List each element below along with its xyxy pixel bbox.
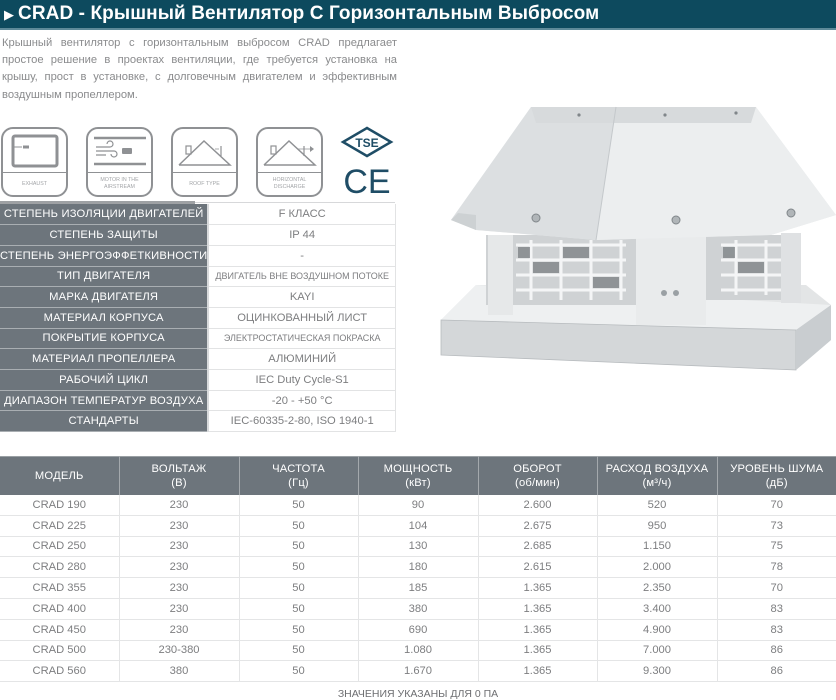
table-cell: 70 xyxy=(717,578,836,599)
feature-motor-in-airstream xyxy=(86,127,153,197)
spec-label: ТИП ДВИГАТЕЛЯ xyxy=(0,266,208,287)
table-row xyxy=(0,225,396,246)
certification-marks xyxy=(340,125,395,200)
table-cell: 1.365 xyxy=(478,619,597,640)
table-cell: 2.350 xyxy=(597,578,717,599)
spec-value: АЛЮМИНИЙ xyxy=(208,349,395,370)
spec-value: IEC Duty Cycle-S1 xyxy=(208,370,395,391)
table-cell: 1.365 xyxy=(478,661,597,682)
spec-value: -20 - +50 °C xyxy=(208,390,395,411)
table-row xyxy=(0,640,836,661)
feature-roof-type xyxy=(171,127,238,197)
table-row xyxy=(0,370,396,391)
table-cell: 180 xyxy=(358,557,478,578)
table-cell: 230 xyxy=(119,619,239,640)
table-cell: 230 xyxy=(119,515,239,536)
table-cell: 90 xyxy=(358,495,478,516)
svg-text:CE: CE xyxy=(343,163,391,200)
spec-label: МАТЕРИАЛ ПРОПЕЛЛЕРА xyxy=(0,349,208,370)
spec-value: F КЛАСС xyxy=(208,204,395,225)
table-header-row xyxy=(0,457,836,495)
table-cell: CRAD 560 xyxy=(0,661,119,682)
horizontal-discharge-icon xyxy=(258,129,321,173)
table-cell: 50 xyxy=(239,557,358,578)
exhaust-icon xyxy=(3,129,66,173)
feature-icons xyxy=(0,125,400,200)
table-row xyxy=(0,204,396,225)
table-cell: 50 xyxy=(239,495,358,516)
table-row xyxy=(0,245,396,266)
spec-label: МАРКА ДВИГАТЕЛЯ xyxy=(0,287,208,308)
feature-label: ROOF TYPE xyxy=(189,180,220,187)
table-cell: 230 xyxy=(119,557,239,578)
table-row xyxy=(0,619,836,640)
table-cell: 50 xyxy=(239,536,358,557)
table-cell: 380 xyxy=(119,661,239,682)
table-cell: 86 xyxy=(717,661,836,682)
table-cell: CRAD 225 xyxy=(0,515,119,536)
page-title: CRAD - Крышный Вентилятор С Горизонтальным Выбросом xyxy=(18,3,600,24)
table-cell: 75 xyxy=(717,536,836,557)
table-row xyxy=(0,287,396,308)
roof-type-icon xyxy=(173,129,236,173)
specifications-table xyxy=(0,204,396,432)
spec-label: СТЕПЕНЬ ЗАЩИТЫ xyxy=(0,225,208,246)
table-cell: 1.080 xyxy=(358,640,478,661)
table-row xyxy=(0,349,396,370)
table-cell: 86 xyxy=(717,640,836,661)
table-cell: 83 xyxy=(717,598,836,619)
table-row xyxy=(0,557,836,578)
table-cell: 50 xyxy=(239,515,358,536)
table-cell: 1.365 xyxy=(478,578,597,599)
table-cell: 104 xyxy=(358,515,478,536)
column-header-airflow: РАСХОД ВОЗДУХА (м³/ч) xyxy=(597,457,717,495)
spec-label: СТЕПЕНЬ ЭНЕРГОЭФФЕТКИВНОСТИ xyxy=(0,245,208,266)
table-cell: 2.000 xyxy=(597,557,717,578)
column-header-noise: УРОВЕНЬ ШУМА (дБ) xyxy=(717,457,836,495)
table-cell: 380 xyxy=(358,598,478,619)
spec-label: ДИАПАЗОН ТЕМПЕРАТУР ВОЗДУХА xyxy=(0,390,208,411)
spec-value: ДВИГАТЕЛЬ ВНЕ ВОЗДУШНОМ ПОТОКЕ xyxy=(208,266,395,287)
table-footnote: ЗНАЧЕНИЯ УКАЗАНЫ ДЛЯ 0 ПА xyxy=(337,687,499,700)
divider xyxy=(195,202,395,203)
table-cell: 130 xyxy=(358,536,478,557)
spec-label: ПОКРЫТИЕ КОРПУСА xyxy=(0,328,208,349)
spec-value: KAYI xyxy=(208,287,395,308)
spec-value: ЭЛЕКТРОСТАТИЧЕСКАЯ ПОКРАСКА xyxy=(208,328,395,349)
table-cell: 1.365 xyxy=(478,598,597,619)
table-cell: 1.365 xyxy=(478,640,597,661)
ce-mark-icon xyxy=(343,163,390,200)
table-cell: CRAD 450 xyxy=(0,619,119,640)
column-header-voltage: ВОЛЬТАЖ (В) xyxy=(119,457,239,495)
table-cell: 3.400 xyxy=(597,598,717,619)
feature-label: MOTOR IN THE AIRSTREAM xyxy=(100,177,139,190)
table-row xyxy=(0,390,396,411)
table-row xyxy=(0,328,396,349)
motor-in-airstream-icon xyxy=(88,129,151,173)
table-row xyxy=(0,411,396,432)
table-cell: 2.615 xyxy=(478,557,597,578)
table-cell: 50 xyxy=(239,598,358,619)
table-row xyxy=(0,598,836,619)
product-description: Крышный вентилятор с горизонтальным выбросом CRAD предлагает простое решение в проектах вентиляции, где требуется установка на крышу, прост в установке, с долговечным двигателем и эффективным воздушным пропеллером. xyxy=(2,37,397,101)
table-cell: CRAD 500 xyxy=(0,640,119,661)
table-cell: 9.300 xyxy=(597,661,717,682)
table-cell: 230-380 xyxy=(119,640,239,661)
table-cell: CRAD 280 xyxy=(0,557,119,578)
tse-logo-icon xyxy=(343,128,391,156)
spec-value: IP 44 xyxy=(208,225,395,246)
table-cell: 520 xyxy=(597,495,717,516)
spec-label: СТЕПЕНЬ ИЗОЛЯЦИИ ДВИГАТЕЛЕЙ xyxy=(0,204,208,225)
table-cell: CRAD 400 xyxy=(0,598,119,619)
column-header-model: МОДЕЛЬ xyxy=(0,457,119,495)
svg-text:TSE: TSE xyxy=(355,136,379,150)
table-cell: 1.670 xyxy=(358,661,478,682)
spec-value: - xyxy=(208,245,395,266)
table-cell: 185 xyxy=(358,578,478,599)
table-row xyxy=(0,495,836,516)
table-cell: 690 xyxy=(358,619,478,640)
table-cell: 2.675 xyxy=(478,515,597,536)
table-cell: 50 xyxy=(239,578,358,599)
table-cell: 2.685 xyxy=(478,536,597,557)
feature-label: EXHAUST xyxy=(21,180,48,187)
table-cell: CRAD 190 xyxy=(0,495,119,516)
table-row xyxy=(0,307,396,328)
feature-exhaust xyxy=(1,127,68,197)
table-row xyxy=(0,515,836,536)
models-table xyxy=(0,456,836,700)
table-cell: 50 xyxy=(239,661,358,682)
column-header-speed: ОБОРОТ (об/мин) xyxy=(478,457,597,495)
table-cell: 50 xyxy=(239,640,358,661)
spec-label: МАТЕРИАЛ КОРПУСА xyxy=(0,307,208,328)
table-cell: CRAD 250 xyxy=(0,536,119,557)
table-cell: 230 xyxy=(119,578,239,599)
roof-fan-product-image xyxy=(436,95,836,375)
table-cell: 78 xyxy=(717,557,836,578)
table-cell: 1.150 xyxy=(597,536,717,557)
table-cell: 4.900 xyxy=(597,619,717,640)
table-row xyxy=(0,578,836,599)
spec-label: СТАНДАРТЫ xyxy=(0,411,208,432)
table-row xyxy=(0,266,396,287)
table-cell: 2.600 xyxy=(478,495,597,516)
table-cell: 83 xyxy=(717,619,836,640)
triangle-right-icon: ▶ xyxy=(4,6,14,22)
table-row xyxy=(0,661,836,682)
table-row xyxy=(0,536,836,557)
table-cell: 73 xyxy=(717,515,836,536)
table-cell: CRAD 355 xyxy=(0,578,119,599)
feature-horizontal-discharge xyxy=(256,127,323,197)
feature-label: HORIZONTAL DISCHARGE xyxy=(272,177,307,190)
table-cell: 230 xyxy=(119,536,239,557)
column-header-power: МОЩНОСТЬ (кВт) xyxy=(358,457,478,495)
table-cell: 70 xyxy=(717,495,836,516)
spec-value: IEC-60335-2-80, ISO 1940-1 xyxy=(208,411,395,432)
spec-value: ОЦИНКОВАННЫЙ ЛИСТ xyxy=(208,307,395,328)
spec-label: РАБОЧИЙ ЦИКЛ xyxy=(0,370,208,391)
table-cell: 7.000 xyxy=(597,640,717,661)
table-footnote-row xyxy=(0,682,836,700)
table-cell: 230 xyxy=(119,598,239,619)
table-cell: 230 xyxy=(119,495,239,516)
table-cell: 950 xyxy=(597,515,717,536)
page-header xyxy=(0,0,836,30)
column-header-frequency: ЧАСТОТА (Гц) xyxy=(239,457,358,495)
table-cell: 50 xyxy=(239,619,358,640)
